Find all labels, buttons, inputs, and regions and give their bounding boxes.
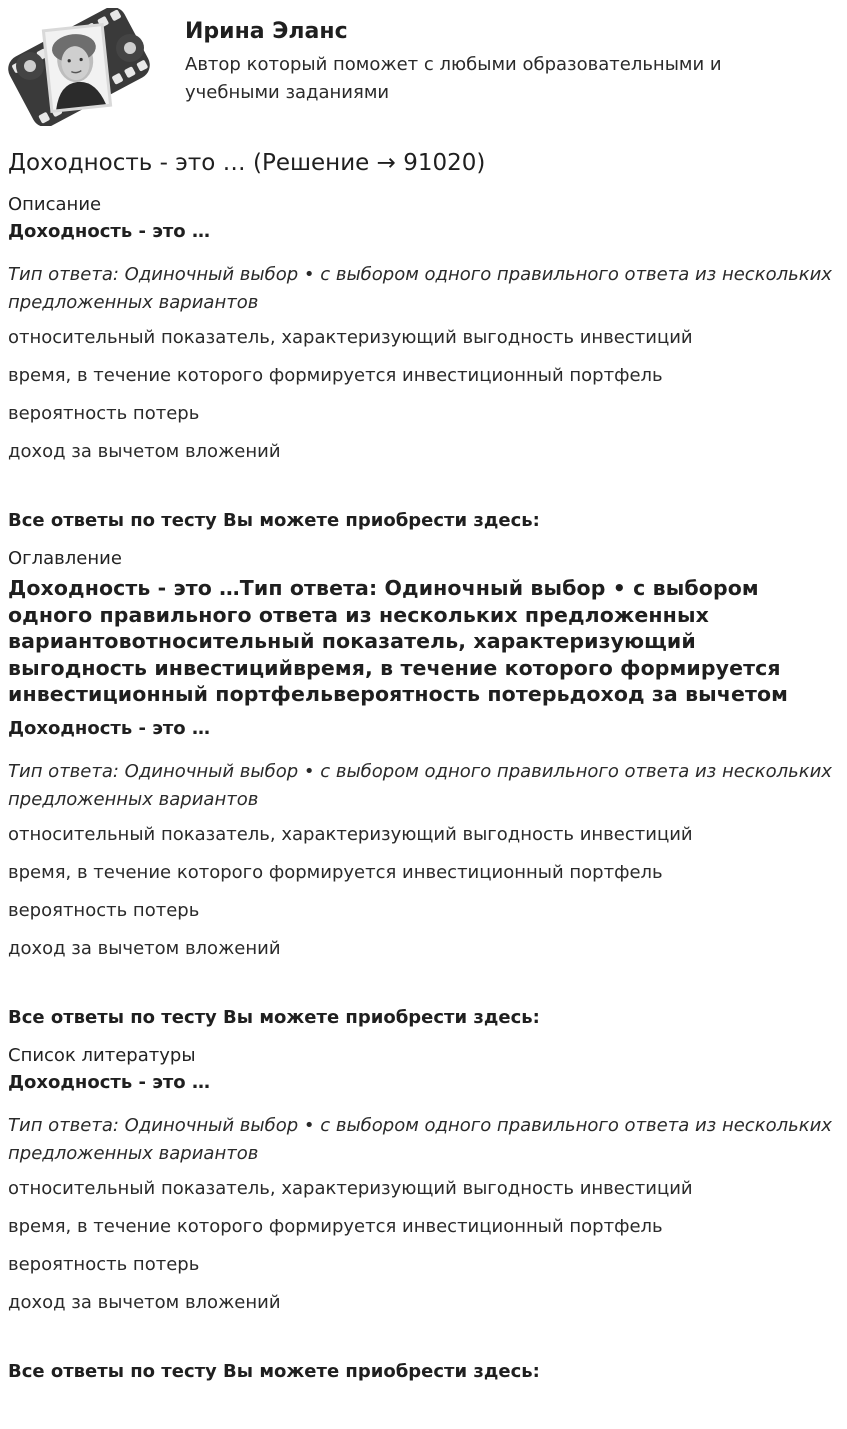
answer-type: Тип ответа: Одиночный выбор • с выбором одного правильного ответа из нескольких предложенных вариантов — [8, 264, 832, 313]
page-title: Доходность - это … (Решение → 91020) — [8, 150, 486, 176]
toc-section — [8, 548, 840, 1029]
buy-answers-text: Все ответы по тесту Вы можете приобрести здесь: — [8, 1007, 540, 1028]
literature-section — [8, 1045, 840, 1383]
answer-option: относительный показатель, характеризующий выгодность инвестиций — [8, 824, 693, 845]
answer-option: доход за вычетом вложений — [8, 938, 281, 959]
answer-type: Тип ответа: Одиночный выбор • с выбором одного правильного ответа из нескольких предложенных вариантов — [8, 761, 832, 810]
section-label: Оглавление — [8, 548, 122, 569]
author-description: Автор который поможет с любыми образовательными и учебными заданиями — [185, 54, 722, 103]
question-title: Доходность - это … — [8, 718, 210, 739]
buy-answers-text: Все ответы по тесту Вы можете приобрести здесь: — [8, 510, 540, 531]
toc-heading: Доходность - это …Тип ответа: Одиночный выбор • с выбором одного правильного ответа из нескольких предложенных вариантовотносительный показатель, характеризующий выгодность инвестицийвремя, в течение которого формируется инвестиционный портфельвероятность потерьдоход за вычетом — [8, 576, 788, 706]
answer-option: вероятность потерь — [8, 900, 200, 921]
buy-answers-text: Все ответы по тесту Вы можете приобрести здесь: — [8, 1361, 540, 1382]
question-title: Доходность - это … — [8, 1072, 210, 1093]
answer-option: время, в течение которого формируется инвестиционный портфель — [8, 365, 663, 386]
answer-option: вероятность потерь — [8, 403, 200, 424]
answer-type: Тип ответа: Одиночный выбор • с выбором одного правильного ответа из нескольких предложенных вариантов — [8, 1115, 832, 1164]
answer-option: время, в течение которого формируется инвестиционный портфель — [8, 862, 663, 883]
film-strip-portrait-icon — [8, 8, 150, 126]
main-content — [8, 146, 840, 1399]
question-title: Доходность - это … — [8, 221, 210, 242]
answer-option: относительный показатель, характеризующий выгодность инвестиций — [8, 1178, 693, 1199]
author-name: Ирина Эланс — [185, 19, 348, 44]
section-label: Описание — [8, 194, 102, 215]
answer-option: время, в течение которого формируется инвестиционный портфель — [8, 1216, 663, 1237]
answer-option: относительный показатель, характеризующий выгодность инвестиций — [8, 327, 693, 348]
author-header — [8, 8, 838, 128]
description-section — [8, 194, 840, 532]
answer-option: вероятность потерь — [8, 1254, 200, 1275]
answer-option: доход за вычетом вложений — [8, 1292, 281, 1313]
section-label: Список литературы — [8, 1045, 196, 1066]
answer-option: доход за вычетом вложений — [8, 441, 281, 462]
